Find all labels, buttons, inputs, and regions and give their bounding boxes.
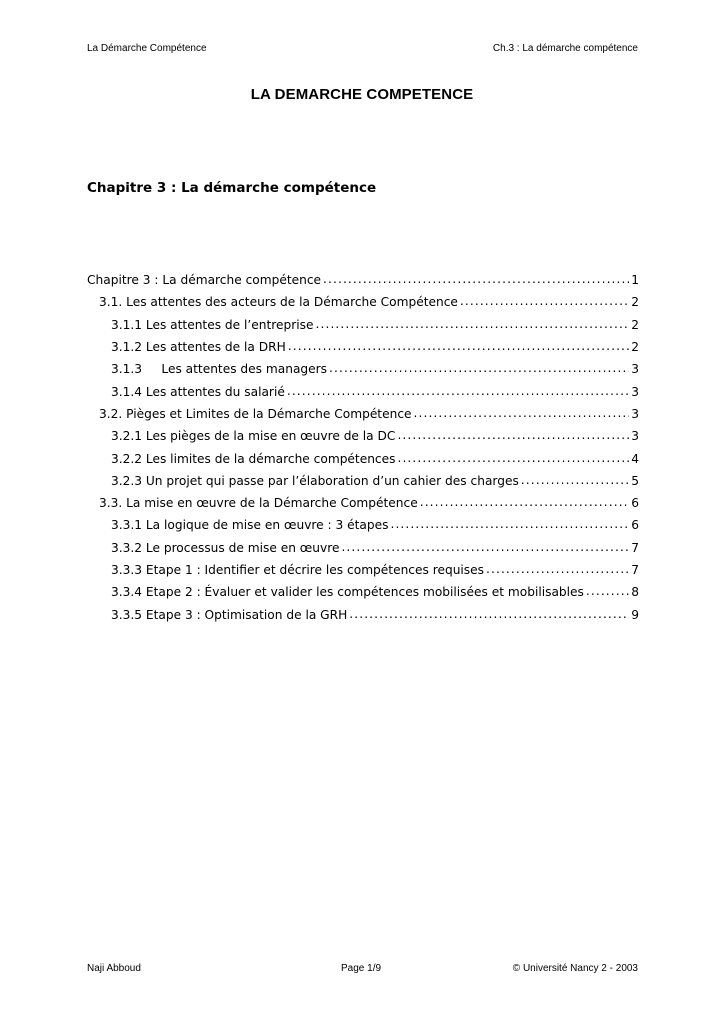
toc-entry-3-2-3[interactable] xyxy=(87,473,639,495)
toc-leader-dots xyxy=(349,606,629,618)
toc-leader-dots xyxy=(414,406,630,418)
toc-page-number: 2 xyxy=(631,340,639,355)
toc-entry-3-1-2[interactable] xyxy=(87,339,639,361)
toc-page-number: 8 xyxy=(631,585,639,600)
toc-entry-text: 3.3. La mise en œuvre de la Démarche Compétence xyxy=(99,496,418,511)
toc-entry-3-1-3[interactable] xyxy=(87,361,639,383)
chapter-heading: Chapitre 3 : La démarche compétence xyxy=(87,180,377,196)
toc-page-number: 9 xyxy=(631,607,639,622)
toc-entry-3-3-4[interactable] xyxy=(87,584,639,606)
toc-entry-text: 3.2. Pièges et Limites de la Démarche Compétence xyxy=(99,406,412,421)
toc-entry-3-3-3[interactable] xyxy=(87,562,639,584)
toc-entry-text: 3.3.5 Etape 3 : Optimisation de la GRH xyxy=(111,607,348,622)
toc-leader-dots xyxy=(460,294,629,306)
running-header-right: Ch.3 : La démarche compétence xyxy=(492,43,638,54)
toc-entry-text: 3.1.2 Les attentes de la DRH xyxy=(111,340,286,355)
toc-entry-3-3-5[interactable] xyxy=(87,606,639,628)
toc-leader-dots xyxy=(316,317,630,329)
toc-entry-3-1-4[interactable] xyxy=(87,383,639,405)
toc-leader-dots xyxy=(420,495,630,507)
toc-entry-3-1[interactable] xyxy=(87,294,639,316)
toc-leader-dots xyxy=(586,584,629,596)
toc-entry-3-3-1[interactable] xyxy=(87,517,639,539)
toc-page-number: 4 xyxy=(631,451,639,466)
toc-leader-dots xyxy=(521,473,629,485)
toc-entry-3-2-1[interactable] xyxy=(87,428,639,450)
toc-page-number: 3 xyxy=(631,384,639,399)
toc-entry-text: 3.1.4 Les attentes du salarié xyxy=(111,384,285,399)
toc-leader-dots xyxy=(323,272,629,284)
toc-entry-3-3-2[interactable] xyxy=(87,540,639,562)
running-header-left: La Démarche Compétence xyxy=(87,43,207,54)
toc-page-number: 3 xyxy=(631,406,639,421)
toc-entry-3-1-1[interactable] xyxy=(87,317,639,339)
toc-entry-text: Chapitre 3 : La démarche compétence xyxy=(87,273,322,288)
toc-leader-dots xyxy=(397,450,629,462)
toc-leader-dots xyxy=(288,339,629,351)
toc-page-number: 7 xyxy=(631,563,639,578)
toc-page-number: 1 xyxy=(631,273,639,288)
toc-entry-text: 3.3.1 La logique de mise en œuvre : 3 étapes xyxy=(111,518,389,533)
table-of-contents xyxy=(87,272,639,629)
toc-page-number: 6 xyxy=(631,518,639,533)
toc-entry-3-3[interactable] xyxy=(87,495,639,517)
toc-entry-3-2[interactable] xyxy=(87,406,639,428)
footer-author: Naji Abboud xyxy=(87,963,141,974)
toc-leader-dots xyxy=(397,428,629,440)
footer-page-number: Page 1/9 xyxy=(341,963,382,974)
toc-entry-text: 3.1. Les attentes des acteurs de la Démarche Compétence xyxy=(99,295,458,310)
toc-page-number: 2 xyxy=(631,295,639,310)
toc-entry-text: 3.3.2 Le processus de mise en œuvre xyxy=(111,540,340,555)
toc-leader-dots xyxy=(486,562,629,574)
toc-leader-dots xyxy=(329,361,629,373)
footer-copyright: © Université Nancy 2 - 2003 xyxy=(512,963,638,974)
toc-leader-dots xyxy=(390,517,629,529)
toc-entry-text: 3.2.3 Un projet qui passe par l’élaboration d’un cahier des charges xyxy=(111,473,519,488)
toc-page-number: 3 xyxy=(631,362,639,377)
toc-leader-dots xyxy=(341,540,629,552)
toc-entry-text: 3.2.2 Les limites de la démarche compétences xyxy=(111,451,396,466)
toc-entry-3-2-2[interactable] xyxy=(87,450,639,472)
toc-entry-text: 3.1.1 Les attentes de l’entreprise xyxy=(111,317,314,332)
document-title: LA DEMARCHE COMPETENCE xyxy=(250,86,474,103)
toc-entry-text: 3.1.3 Les attentes des managers xyxy=(111,362,328,377)
toc-entry-text: 3.2.1 Les pièges de la mise en œuvre de la DC xyxy=(111,429,396,444)
toc-entry-text: 3.3.3 Etape 1 : Identifier et décrire les compétences requises xyxy=(111,563,485,578)
toc-leader-dots xyxy=(287,383,629,395)
toc-entry-chapter-3[interactable] xyxy=(87,272,639,294)
toc-entry-text: 3.3.4 Etape 2 : Évaluer et valider les compétences mobilisées et mobilisables xyxy=(111,585,584,600)
toc-page-number: 6 xyxy=(631,496,639,511)
toc-page-number: 2 xyxy=(631,317,639,332)
toc-page-number: 5 xyxy=(631,473,639,488)
toc-page-number: 7 xyxy=(631,540,639,555)
toc-page-number: 3 xyxy=(631,429,639,444)
